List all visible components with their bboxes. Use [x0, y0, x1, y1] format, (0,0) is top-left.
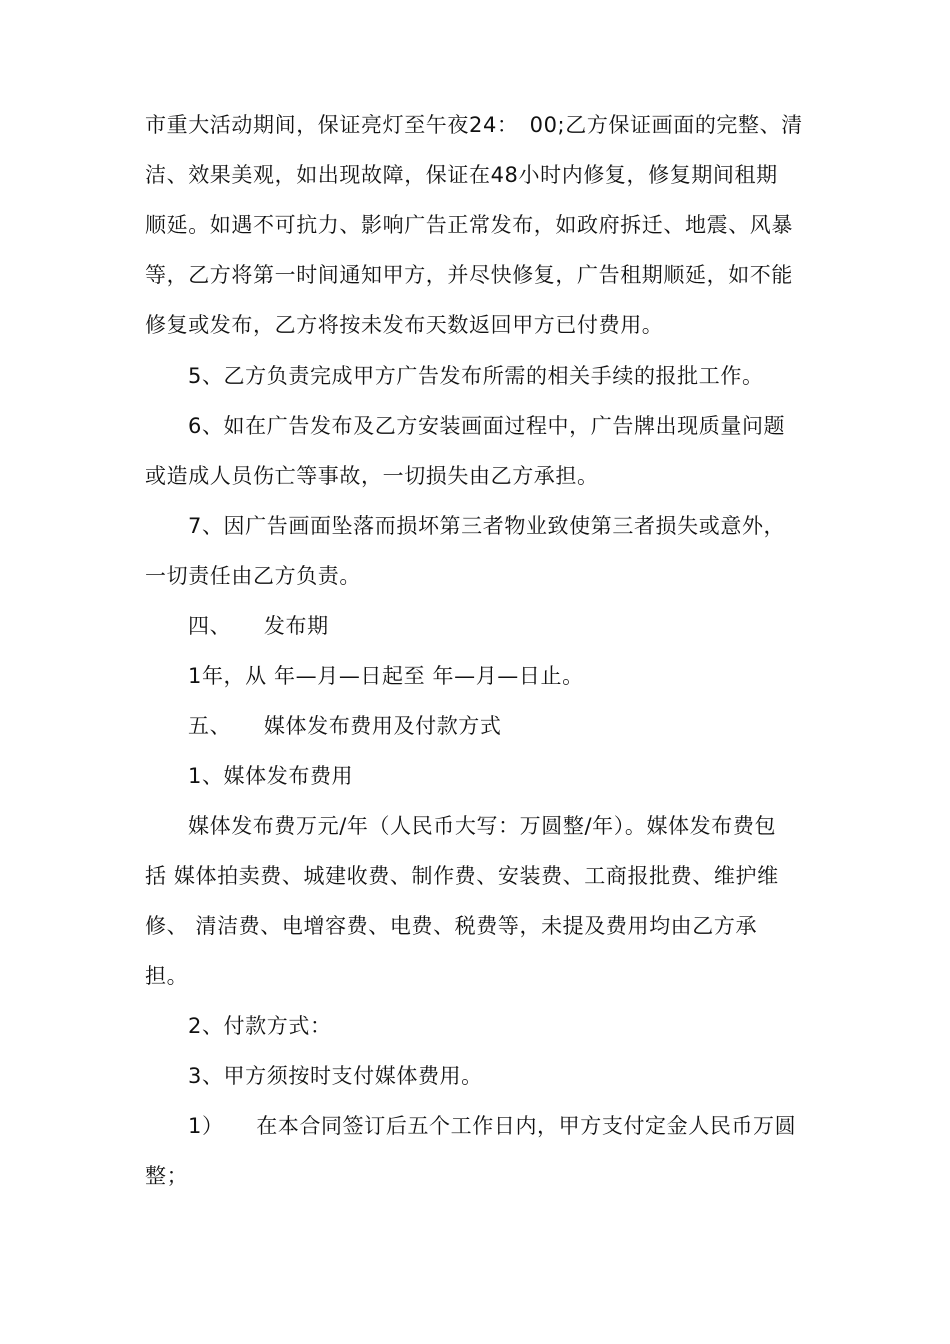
text-line: 2、付款方式：: [188, 1014, 332, 1038]
text-line: 修复或发布，乙方将按未发布天数返回甲方已付费用。: [145, 313, 664, 337]
text-line: 顺延。如遇不可抗力、影响广告正常发布，如政府拆迁、地震、风暴: [145, 213, 793, 237]
text-line: 1年，从 年—月—日起至 年—月—日止。: [188, 664, 584, 688]
section-heading: 四、 发布期: [188, 614, 329, 638]
text-line: 1、媒体发布费用: [188, 764, 354, 788]
text-line: 括 媒体拍卖费、城建收费、制作费、安装费、工商报批费、维护维: [145, 864, 779, 888]
text-line: 修、 清洁费、电增容费、电费、税费等，未提及费用均由乙方承: [145, 914, 758, 938]
text-line: 3、甲方须按时支付媒体费用。: [188, 1064, 483, 1088]
text-line: 洁、效果美观，如出现故障，保证在48小时内修复，修复期间租期: [145, 163, 778, 187]
text-line: 7、因广告画面坠落而损坏第三者物业致使第三者损失或意外，: [188, 514, 786, 538]
text-line: 整；: [145, 1164, 189, 1188]
text-line: 或造成人员伤亡等事故，一切损失由乙方承担。: [145, 464, 599, 488]
section-heading: 五、 媒体发布费用及付款方式: [188, 714, 502, 738]
text-line: 一切责任由乙方负责。: [145, 564, 361, 588]
text-line: 媒体发布费万元/年（人民币大写：万圆整/年）。媒体发布费包: [188, 814, 777, 838]
text-line: 市重大活动期间，保证亮灯至午夜24： 00;乙方保证画面的完整、清: [145, 113, 803, 137]
text-line: 1） 在本合同签订后五个工作日内，甲方支付定金人民币万圆: [188, 1114, 797, 1138]
text-line: 6、如在广告发布及乙方安装画面过程中，广告牌出现质量问题: [188, 414, 786, 438]
text-line: 担。: [145, 964, 189, 988]
text-line: 等，乙方将第一时间通知甲方，并尽快修复，广告租期顺延，如不能: [145, 263, 793, 287]
text-line: 5、乙方负责完成甲方广告发布所需的相关手续的报批工作。: [188, 364, 764, 388]
